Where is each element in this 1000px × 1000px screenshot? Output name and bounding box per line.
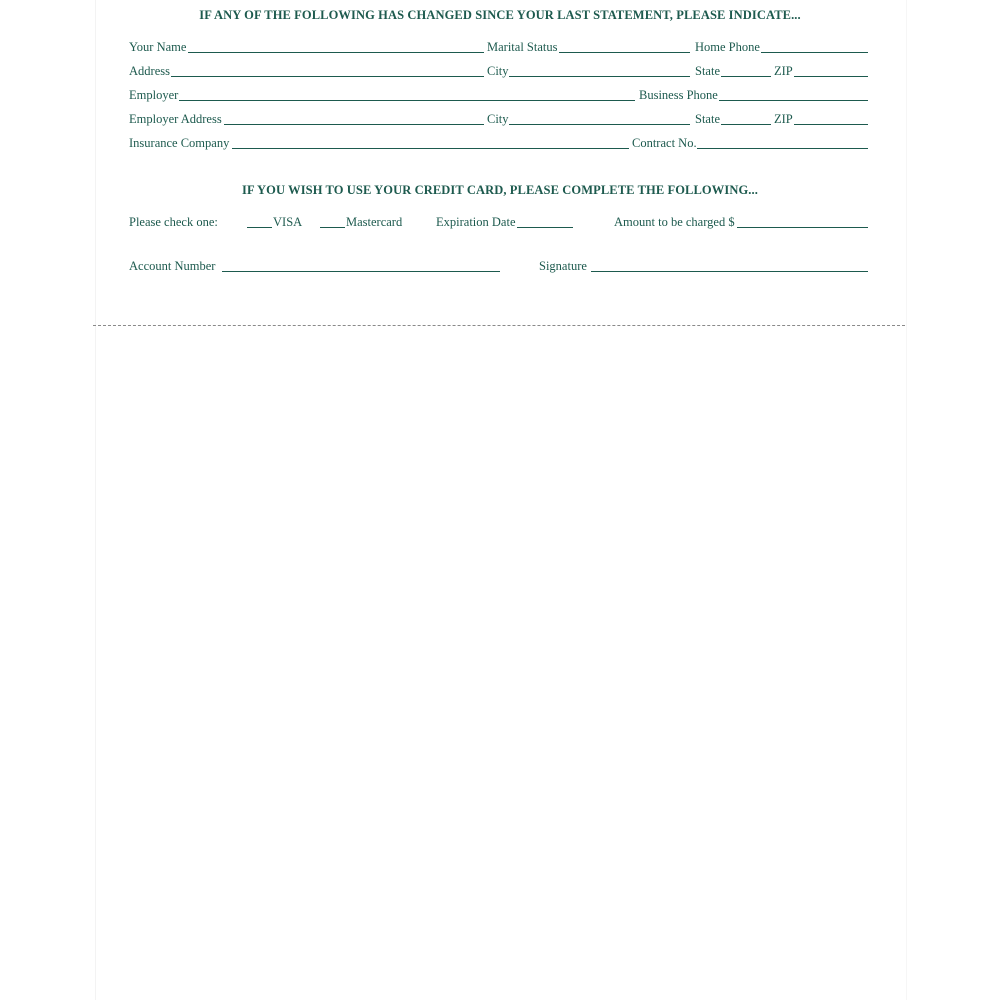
insurance-company-field[interactable] [232, 148, 629, 149]
mastercard-label: Mastercard [346, 215, 403, 229]
address-field[interactable] [171, 76, 484, 77]
signature-label: Signature [539, 259, 587, 273]
address-label: Address [129, 64, 170, 78]
business-phone-label: Business Phone [639, 88, 718, 102]
home-phone-label: Home Phone [695, 40, 760, 54]
contract-no-field[interactable] [697, 148, 868, 149]
employer-zip-label: ZIP [774, 112, 793, 126]
zip-field[interactable] [794, 76, 868, 77]
city-field[interactable] [509, 76, 690, 77]
amount-charged-label: Amount to be charged $ [614, 215, 735, 229]
employer-field[interactable] [179, 100, 635, 101]
employer-label: Employer [129, 88, 179, 102]
home-phone-field[interactable] [761, 52, 868, 53]
state-field[interactable] [721, 76, 771, 77]
state-label: State [695, 64, 720, 78]
employer-city-field[interactable] [509, 124, 690, 125]
your-name-label: Your Name [129, 40, 187, 54]
changes-section-heading: IF ANY OF THE FOLLOWING HAS CHANGED SINCE YOUR LAST STATEMENT, PLEASE INDICATE... [199, 8, 801, 22]
business-phone-field[interactable] [719, 100, 868, 101]
marital-status-field[interactable] [559, 52, 690, 53]
tear-off-divider [93, 325, 905, 326]
zip-label: ZIP [774, 64, 793, 78]
visa-checkbox[interactable] [247, 227, 272, 228]
employer-address-label: Employer Address [129, 112, 222, 126]
mastercard-checkbox[interactable] [320, 227, 345, 228]
form-sheet [95, 0, 907, 1000]
credit-section-heading: IF YOU WISH TO USE YOUR CREDIT CARD, PLEASE COMPLETE THE FOLLOWING... [242, 183, 758, 197]
visa-label: VISA [273, 215, 303, 229]
insurance-company-label: Insurance Company [129, 136, 230, 150]
employer-zip-field[interactable] [794, 124, 868, 125]
account-number-field[interactable] [222, 271, 500, 272]
amount-charged-field[interactable] [737, 227, 868, 228]
employer-address-field[interactable] [224, 124, 484, 125]
marital-status-label: Marital Status [487, 40, 558, 54]
city-label: City [487, 64, 509, 78]
employer-state-field[interactable] [721, 124, 771, 125]
your-name-field[interactable] [188, 52, 484, 53]
check-one-label: Please check one: [129, 215, 218, 229]
signature-field[interactable] [591, 271, 868, 272]
contract-no-label: Contract No. [632, 136, 697, 150]
employer-state-label: State [695, 112, 720, 126]
employer-city-label: City [487, 112, 509, 126]
expiration-date-field[interactable] [517, 227, 573, 228]
expiration-date-label: Expiration Date [436, 215, 516, 229]
account-number-label: Account Number [129, 259, 216, 273]
